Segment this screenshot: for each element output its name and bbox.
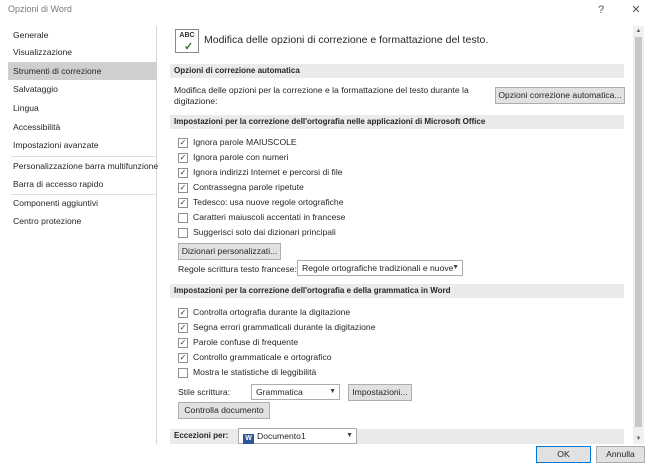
french-rules-dropdown[interactable] bbox=[297, 260, 463, 276]
window-title: Opzioni di Word bbox=[8, 4, 72, 14]
checkbox[interactable]: ✓ bbox=[179, 308, 187, 317]
title-bar bbox=[0, 0, 650, 20]
exceptions-document-value: Documento1 bbox=[257, 431, 306, 441]
checkbox[interactable] bbox=[178, 213, 188, 223]
option-label: Contrassegna parole ripetute bbox=[193, 182, 304, 192]
writing-style-value: Grammatica bbox=[256, 387, 303, 397]
page-heading: Modifica delle opzioni di correzione e formattazione del testo. bbox=[204, 34, 489, 46]
option-label: Controlla ortografia durante la digitazione bbox=[193, 307, 351, 317]
option-label: Ignora indirizzi Internet e percorsi di file bbox=[193, 167, 343, 177]
sidebar-item-impostazioni-avanzate[interactable]: Impostazioni avanzate bbox=[13, 140, 99, 150]
sidebar-item-strumenti-di-correzione[interactable]: Strumenti di correzione bbox=[8, 62, 157, 80]
exceptions-document-dropdown[interactable] bbox=[238, 428, 357, 444]
close-button[interactable]: ✕ bbox=[631, 4, 641, 16]
section-header-autocorrect: Opzioni di correzione automatica bbox=[170, 64, 624, 78]
sidebar-item-salvataggio[interactable]: Salvataggio bbox=[13, 84, 58, 94]
checkbox[interactable] bbox=[178, 228, 188, 238]
options-panel bbox=[160, 26, 632, 444]
checkbox[interactable]: ✓ bbox=[179, 323, 187, 332]
help-button[interactable]: ? bbox=[597, 4, 605, 16]
checkmark-icon: ✓ bbox=[184, 41, 194, 53]
vertical-scrollbar[interactable] bbox=[633, 26, 644, 444]
checkbox[interactable]: ✓ bbox=[179, 353, 187, 362]
scroll-down-icon[interactable]: ▼ bbox=[635, 436, 642, 442]
chevron-down-icon: ▼ bbox=[346, 432, 353, 439]
checkbox[interactable]: ✓ bbox=[179, 183, 187, 192]
section-header-office-spelling: Impostazioni per la correzione dell'ortografia nelle applicazioni di Microsoft Office bbox=[170, 115, 624, 129]
option-label: Ignora parole con numeri bbox=[193, 152, 289, 162]
scroll-up-icon[interactable]: ▲ bbox=[635, 28, 642, 34]
autocorrect-description-cont: digitazione: bbox=[174, 96, 218, 106]
abc-proofing-icon bbox=[175, 29, 199, 53]
exceptions-label: Eccezioni per: bbox=[174, 431, 229, 440]
sidebar-item-barra-accesso-rapido[interactable]: Barra di accesso rapido bbox=[13, 179, 104, 189]
option-label: Tedesco: usa nuove regole ortografiche bbox=[193, 197, 344, 207]
chevron-down-icon: ▼ bbox=[452, 264, 459, 271]
option-label: Ignora parole MAIUSCOLE bbox=[193, 137, 297, 147]
option-label: Mostra le statistiche di leggibilità bbox=[193, 367, 317, 377]
checkbox[interactable]: ✓ bbox=[179, 198, 187, 207]
sidebar-item-componenti-aggiuntivi[interactable]: Componenti aggiuntivi bbox=[13, 198, 99, 208]
sidebar-item-centro-protezione[interactable]: Centro protezione bbox=[13, 216, 82, 226]
sidebar-item-personalizzazione-barra[interactable]: Personalizzazione barra multifunzione bbox=[13, 161, 159, 171]
cancel-button[interactable]: Annulla bbox=[596, 446, 645, 463]
sidebar-item-generale[interactable]: Generale bbox=[13, 30, 49, 40]
option-label: Parole confuse di frequente bbox=[193, 337, 299, 347]
check-document-button[interactable]: Controlla documento bbox=[178, 402, 270, 419]
abc-icon-text: ABC bbox=[179, 32, 195, 39]
autocorrect-options-button[interactable]: Opzioni correzione automatica... bbox=[495, 87, 625, 104]
option-label: Suggerisci solo dai dizionari principali bbox=[193, 227, 336, 237]
sidebar-item-visualizzazione[interactable]: Visualizzazione bbox=[13, 47, 73, 57]
section-header-word-spelling: Impostazioni per la correzione dell'ortografia e della grammatica in Word bbox=[170, 284, 624, 298]
checkbox[interactable] bbox=[178, 368, 188, 378]
writing-style-dropdown[interactable] bbox=[251, 384, 340, 400]
writing-style-label: Stile scrittura: bbox=[178, 387, 231, 397]
ok-button[interactable]: OK bbox=[536, 446, 591, 463]
option-label: Controllo grammaticale e ortografico bbox=[193, 352, 332, 362]
custom-dictionaries-button[interactable]: Dizionari personalizzati... bbox=[178, 243, 281, 260]
word-document-icon: W bbox=[243, 434, 254, 444]
autocorrect-description: Modifica delle opzioni per la correzione e la formattazione del testo durante la bbox=[174, 85, 469, 95]
option-label: Caratteri maiuscoli accentati in francese bbox=[193, 212, 346, 222]
sidebar bbox=[8, 26, 157, 444]
option-label: Segna errori grammaticali durante la digitazione bbox=[193, 322, 376, 332]
french-rules-value: Regole ortografiche tradizionali e nuove bbox=[302, 263, 454, 273]
sidebar-item-accessibilita[interactable]: Accessibilità bbox=[13, 122, 61, 132]
checkbox[interactable]: ✓ bbox=[179, 168, 187, 177]
checkbox[interactable]: ✓ bbox=[179, 338, 187, 347]
checkbox[interactable]: ✓ bbox=[179, 153, 187, 162]
checkbox[interactable]: ✓ bbox=[179, 138, 187, 147]
scrollbar-thumb[interactable] bbox=[635, 37, 642, 427]
sidebar-item-lingua[interactable]: Lingua bbox=[13, 103, 39, 113]
french-rules-label: Regole scrittura testo francese: bbox=[178, 264, 297, 274]
writing-settings-button[interactable]: Impostazioni... bbox=[348, 384, 412, 401]
chevron-down-icon: ▼ bbox=[329, 388, 336, 395]
